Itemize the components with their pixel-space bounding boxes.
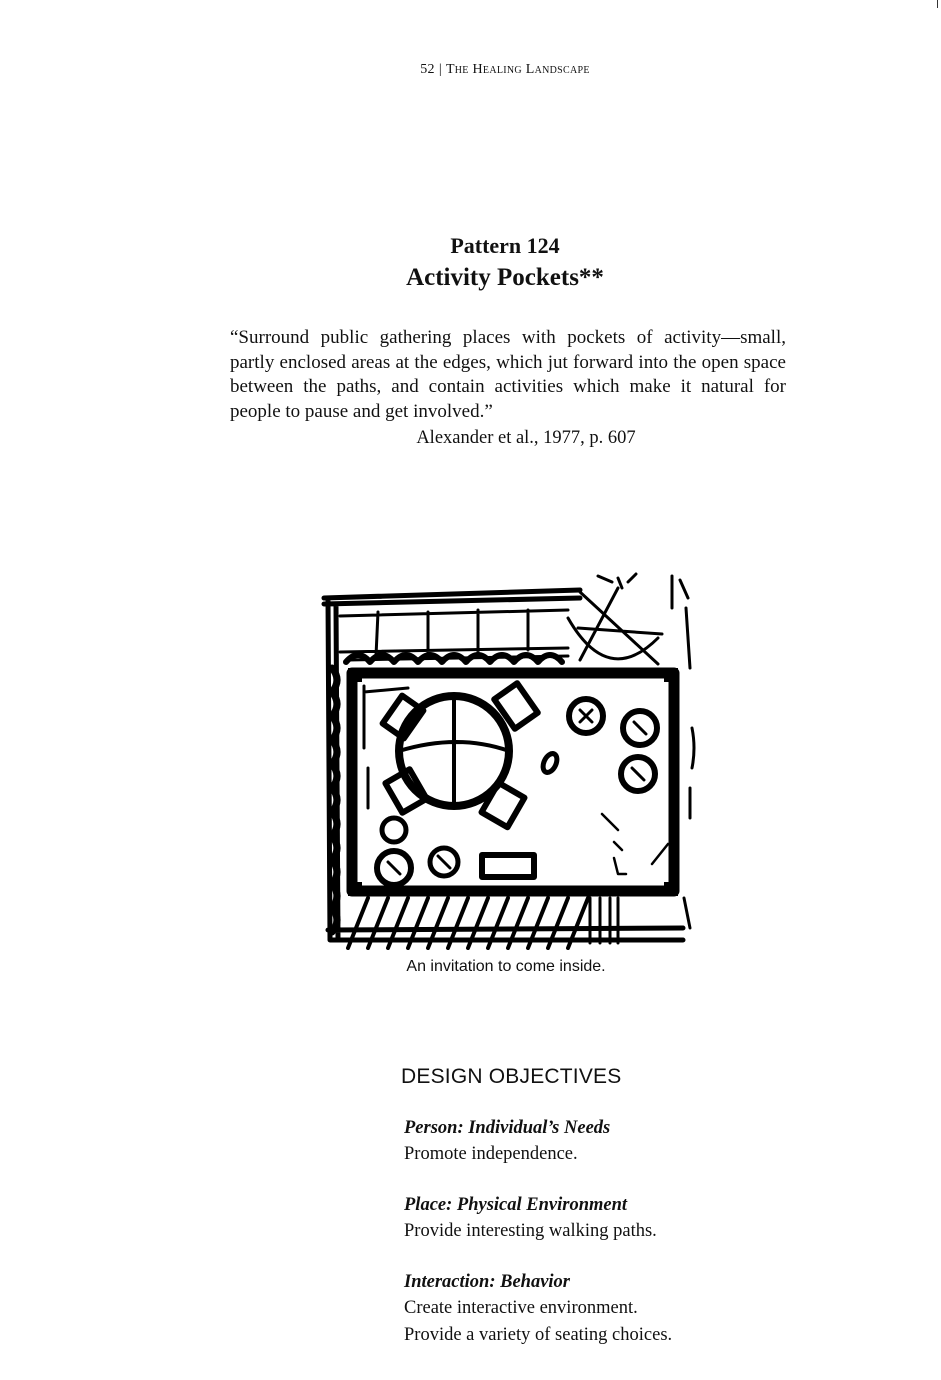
objective-item: Create interactive environment.: [404, 1298, 638, 1318]
garden-plan-sketch: [318, 568, 698, 950]
objective-section-person: [404, 1115, 884, 1168]
sketch-corner-post: [348, 882, 362, 896]
sketch-corner-post: [664, 668, 678, 682]
objective-category: Interaction: Behavior: [404, 1272, 570, 1292]
sketch-corner-post: [348, 668, 362, 682]
quote-citation: Alexander et al., 1977, p. 607: [416, 428, 636, 448]
objective-category: Person: Individual’s Needs: [404, 1118, 611, 1138]
sketch-corner-tree: [568, 588, 662, 664]
quote-text: “Surround public gathering places with pockets of activity—small, partly enclosed areas at the edges, which jut forward into the open space between the paths, and contain activities which make it natural for people to pause and get involved.”: [230, 327, 786, 422]
sketch-west-hedge: [332, 668, 337, 932]
objective-item: Promote independence.: [404, 1144, 578, 1164]
objective-section-interaction: [404, 1269, 884, 1349]
page-edge-mark: [937, 0, 938, 8]
book-title: The Healing Landscape: [445, 62, 590, 77]
objective-section-place: [404, 1192, 884, 1245]
pattern-title: Activity Pockets**: [406, 264, 604, 291]
running-head: [0, 62, 941, 78]
objective-category: Place: Physical Environment: [404, 1195, 628, 1215]
objective-item: Provide interesting walking paths.: [404, 1221, 657, 1241]
sketch-south-gate: [590, 898, 618, 943]
figure-caption: An invitation to come inside.: [406, 958, 606, 975]
objective-item: Provide a variety of seating choices.: [404, 1325, 673, 1345]
sketch-bench: [482, 855, 534, 877]
design-objectives-heading: DESIGN OBJECTIVES: [401, 1065, 622, 1088]
sketch-planter-pot: [382, 818, 406, 842]
running-head-separator: |: [438, 62, 442, 77]
page-number: 52: [420, 62, 435, 77]
sketch-walkway-marks: [602, 814, 668, 874]
sketch-small-pot: [540, 751, 559, 774]
pattern-number: Pattern 124: [450, 233, 560, 258]
sketch-north-arrow: [598, 574, 636, 588]
sketch-corner-post: [664, 882, 678, 896]
